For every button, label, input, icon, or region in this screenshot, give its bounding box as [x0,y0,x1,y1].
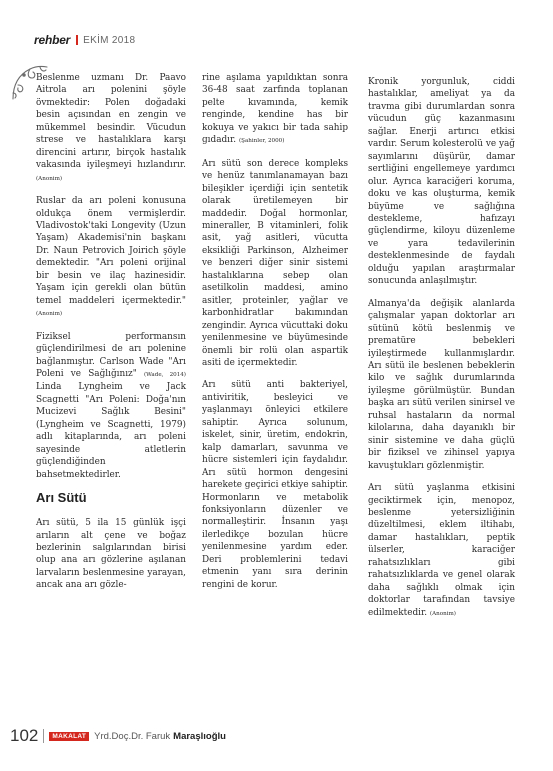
paragraph: Arı sütü son derece kompleks ve henüz tanımlanamayan bazı bileşikler içerdiği için sentetik olarak üretilemeyen bir maddedir. Doğal hormonlar, mineraller, B vitaminleri, folik asit, yağ asitleri, vücutta eksikliği Parkinson, Alzheimer ve benzeri diğer sinir sistemi hastalıklarına sebep olan asetilkolin maddesi, amino asitler, proteinler, yağlar ve karbonhidratlar bakımından zengindir. Ayrıca vücuttaki doku yenilenmesine ve büyümesinde önemli bir rolü olan aspartik asiti de içermektedir. [202,158,348,368]
page-footer [10,725,226,747]
author-surname: Maraşlıoğlu [173,730,226,742]
issue-date: EKİM 2018 [83,34,136,46]
column-3 [368,72,515,630]
paragraph: Fiziksel performansın güçlendirilmesi de arı polenine bağlanmıştır. Carlson Wade "Arı Poleni ve Sağlığınız" (Wade, 2014) Linda Lyngheim ve Jack Scagnetti "Arı Poleni: Doğa'nın Mucizevi Sağlık Besini" (Lyngheim ve Scagnetti, 1979) adlı kitaplarında, arı poleni sayesinde atletlerin güçlendiğinden bahsetmektedirler. [36,331,186,480]
column-2 [202,72,348,601]
page-number: 102 [10,726,39,745]
header-divider [76,35,78,45]
section-heading: Arı Sütü [36,490,87,506]
column-1 [36,72,186,602]
paragraph: Arı sütü anti bakteriyel, antiviritik, besleyici ve yaşlanmayı önleyici etkilere sahiptir. Ayrıca solunum, iskelet, sinir, üretim, endokrin, kalp damarları, savunma ve hücre sistemleri için faydalıdır. Arı sütü hormon dengesini harekete geçirici etkiye sahiptir. Hormonların ve metabolik fonksiyonların düzenler ve normalleştirir. İnsanın yaşı ilerledikçe bozulan hücre yenilenmesine yardım eder. Deri problemlerini tedavi etmenin yanı sıra derinin rengini de korur. [202,380,348,590]
citation: (Anonim) [36,175,63,182]
paragraph: Almanya'da değişik alanlarda çalışmalar yapan doktorlar arı sütünü kötü beslenmiş ve prematüre bebekleri iyileştirmede kullanmışlardır. Arı sütü ile beslenen bebeklerin kilo ve sağlık durumlarında iyileşme görülmüştür. Bundan başka arı sütü verilen sinirsel ve ruhsal hastaların da normal kilolarına, daha dayanıklı bir sinir sistemine ve daha güçlü bir fiziksel ve zihinsel yapıya kavuştukları gözlenmiştir. [368,298,515,471]
paragraph: Arı sütü yaşlanma etkisini geciktirmek için, menopoz, beslenme yetersizliğinin düzeltilmesi, eklem iltihabı, damar hastalıkları, peptik ülserler, karaciğer rahatsızlıkları gibi rahatsızlıklarda ve genel olarak daha sağlıklı olmak için doktorlar tarafından tavsiye edilmektedir. (Anonim) [368,483,515,618]
citation: (Şahinler, 2000) [238,138,285,145]
author-name: Yrd.Doç.Dr. Faruk [94,730,171,742]
paragraph: Kronik yorgunluk, ciddi hastalıklar, ameliyat ya da travma gibi durumlardan sonra vücudun güç kazanmasını sağlar. Enerji artırıcı etkisi vardır. Serum kolesterolü ve yağ sayımlarını düşürür, damar sertliğini engellemeye yardımcı olur. Ayrıca karaciğeri koruma, doku ve kas oluşturma, kemik büyüme ve sağlığına destekleme, hafızayı güçlendirme, kiloyu düzenleme ve yara tedavilerinin desteklenmesinde de faydalı olduğu yapılan araştırmalar sonucunda anlaşılmıştır. [368,77,515,287]
paragraph: rine aşılama yapıldıktan sonra 36-48 saat zarfında toplanan pelte kıvamında, kemik renginde, kendine has bir kokuya ve yakıcı bir tada sahip gıdadır. (Şahinler, 2000) [202,73,348,146]
citation: (Anonim) [429,610,456,617]
paragraph: Ruslar da arı poleni konusuna oldukça önem vermişlerdir. Vladivostok'taki Longevity (Uzun Yaşam) Akademisi'nin başkanı Dr. Naun Petrovich Joirich şöyle demektedir. "Arı poleni orijinal bir besin ve ilaç hazinesidir. Yaşam için gerekli olan bütün temel maddeleri içermektedir."(Anonim) [36,196,186,318]
footer-divider [43,729,44,743]
citation: (Wade, 2014) [143,371,186,378]
paragraph: Beslenme uzmanı Dr. Paavo Aitrola arı polenini şöyle övmektedir: Polen doğadaki besin açısından en zengin ve mükemmel besindir. Vücudun strese ve hastalıklara karşı direncini artırır, birçok hastalık vakasında iyileşmeyi hızlandırır. (Anonim) [36,73,186,182]
section-badge: MAKALAT [49,732,89,741]
magazine-brand: rehber [34,33,71,47]
citation: (Anonim) [36,311,63,318]
running-header [34,33,135,47]
paragraph: Arı sütü, 5 ila 15 günlük işçi arıların alt çene ve boğaz bezlerinin salgılarından birisi olup ana arı gözlerine aşılanan larvaların beslenmesine yarayan, ancak ana arı gözle- [36,518,186,591]
